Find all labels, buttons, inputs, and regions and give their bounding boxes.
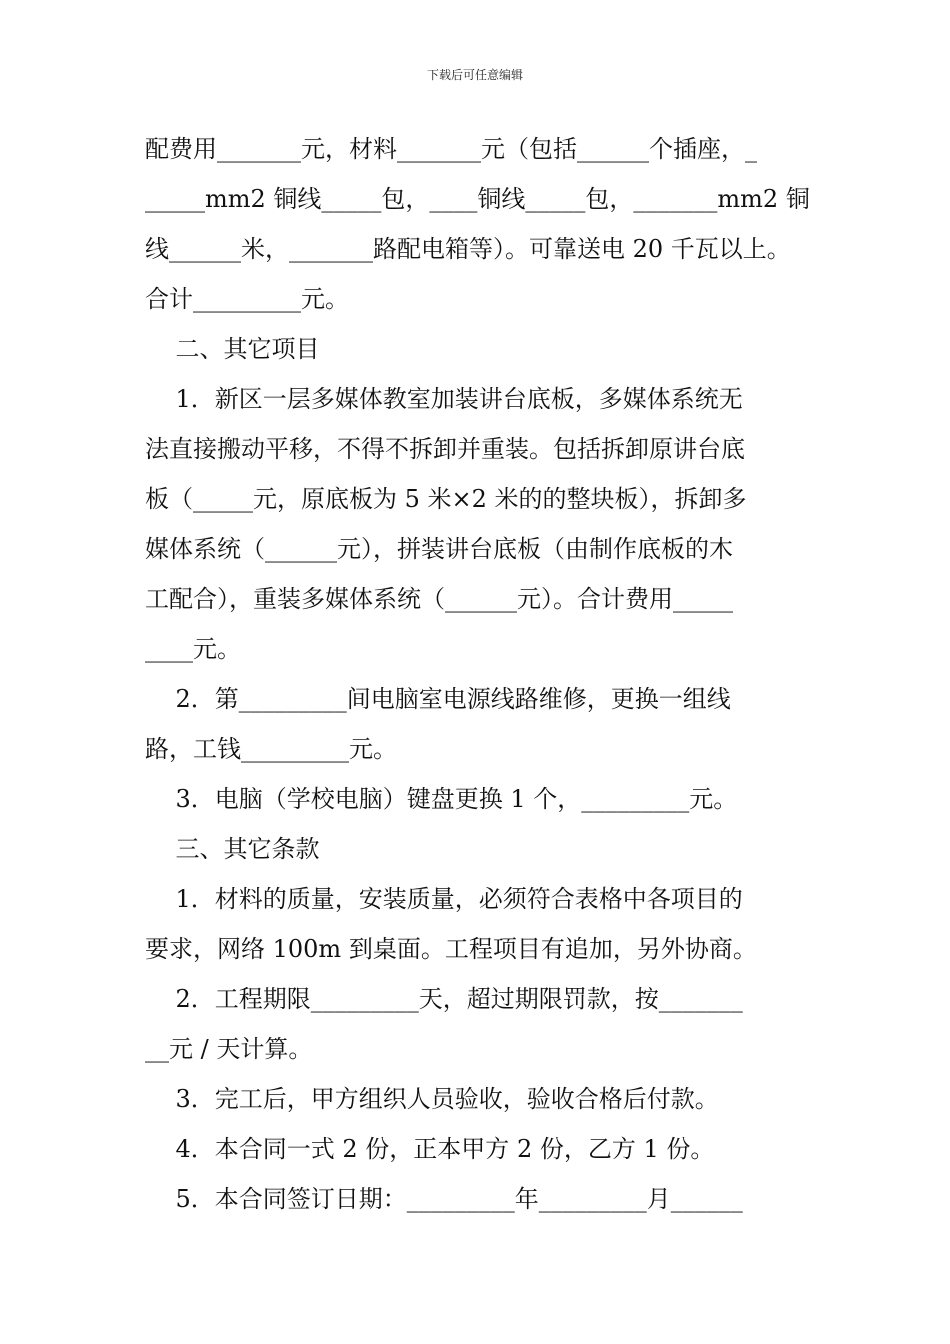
body-line-11: ____元。 (145, 635, 241, 663)
body-line-9: 媒体系统（______元），拼装讲台底板（由制作底板的木 (145, 535, 733, 563)
body-line-22: 5．本合同签订日期：_________年_________月______ (145, 1185, 743, 1213)
body-line-16: 1．材料的质量，安装质量，必须符合表格中各项目的 (145, 885, 743, 913)
body-line-12: 2．第_________间电脑室电源线路维修，更换一组线 (145, 685, 731, 713)
body-line-2: _____mm2 铜线_____包，____铜线_____包，_______mm2 铜 (145, 185, 810, 213)
body-line-18: 2．工程期限_________天，超过期限罚款，按_______ (145, 985, 743, 1013)
body-line-10: 工配合），重装多媒体系统（______元）。合计费用_____ (145, 585, 733, 613)
body-line-13: 路，工钱_________元。 (145, 735, 397, 763)
body-line-6: 1．新区一层多媒体教室加装讲台底板，多媒体系统无 (145, 385, 743, 413)
body-line-21: 4．本合同一式 2 份，正本甲方 2 份，乙方 1 份。 (145, 1135, 715, 1163)
body-line-1: 配费用_______元，材料_______元（包括______个插座，_ (145, 135, 757, 163)
page-header: 下载后可任意编辑 (426, 68, 523, 82)
body-line-3: 线______米，_______路配电箱等）。可靠送电 20 千瓦以上。 (145, 235, 791, 263)
body-line-17: 要求，网络 100m 到桌面。工程项目有追加，另外协商。 (145, 935, 757, 963)
body-line-20: 3．完工后，甲方组织人员验收，验收合格后付款。 (145, 1085, 719, 1113)
body-line-8: 板（_____元，原底板为 5 米×2 米的的整块板），拆卸多 (145, 485, 747, 513)
section-heading-other-terms: 三、其它条款 (145, 835, 320, 863)
body-line-7: 法直接搬动平移，不得不拆卸并重装。包括拆卸原讲台底 (145, 435, 745, 463)
section-heading-other-items: 二、其它项目 (145, 335, 320, 363)
body-line-14: 3．电脑（学校电脑）键盘更换 1 个，_________元。 (145, 785, 738, 813)
body-line-19: __元 / 天计算。 (145, 1035, 313, 1063)
body-line-4: 合计_________元。 (145, 285, 349, 313)
